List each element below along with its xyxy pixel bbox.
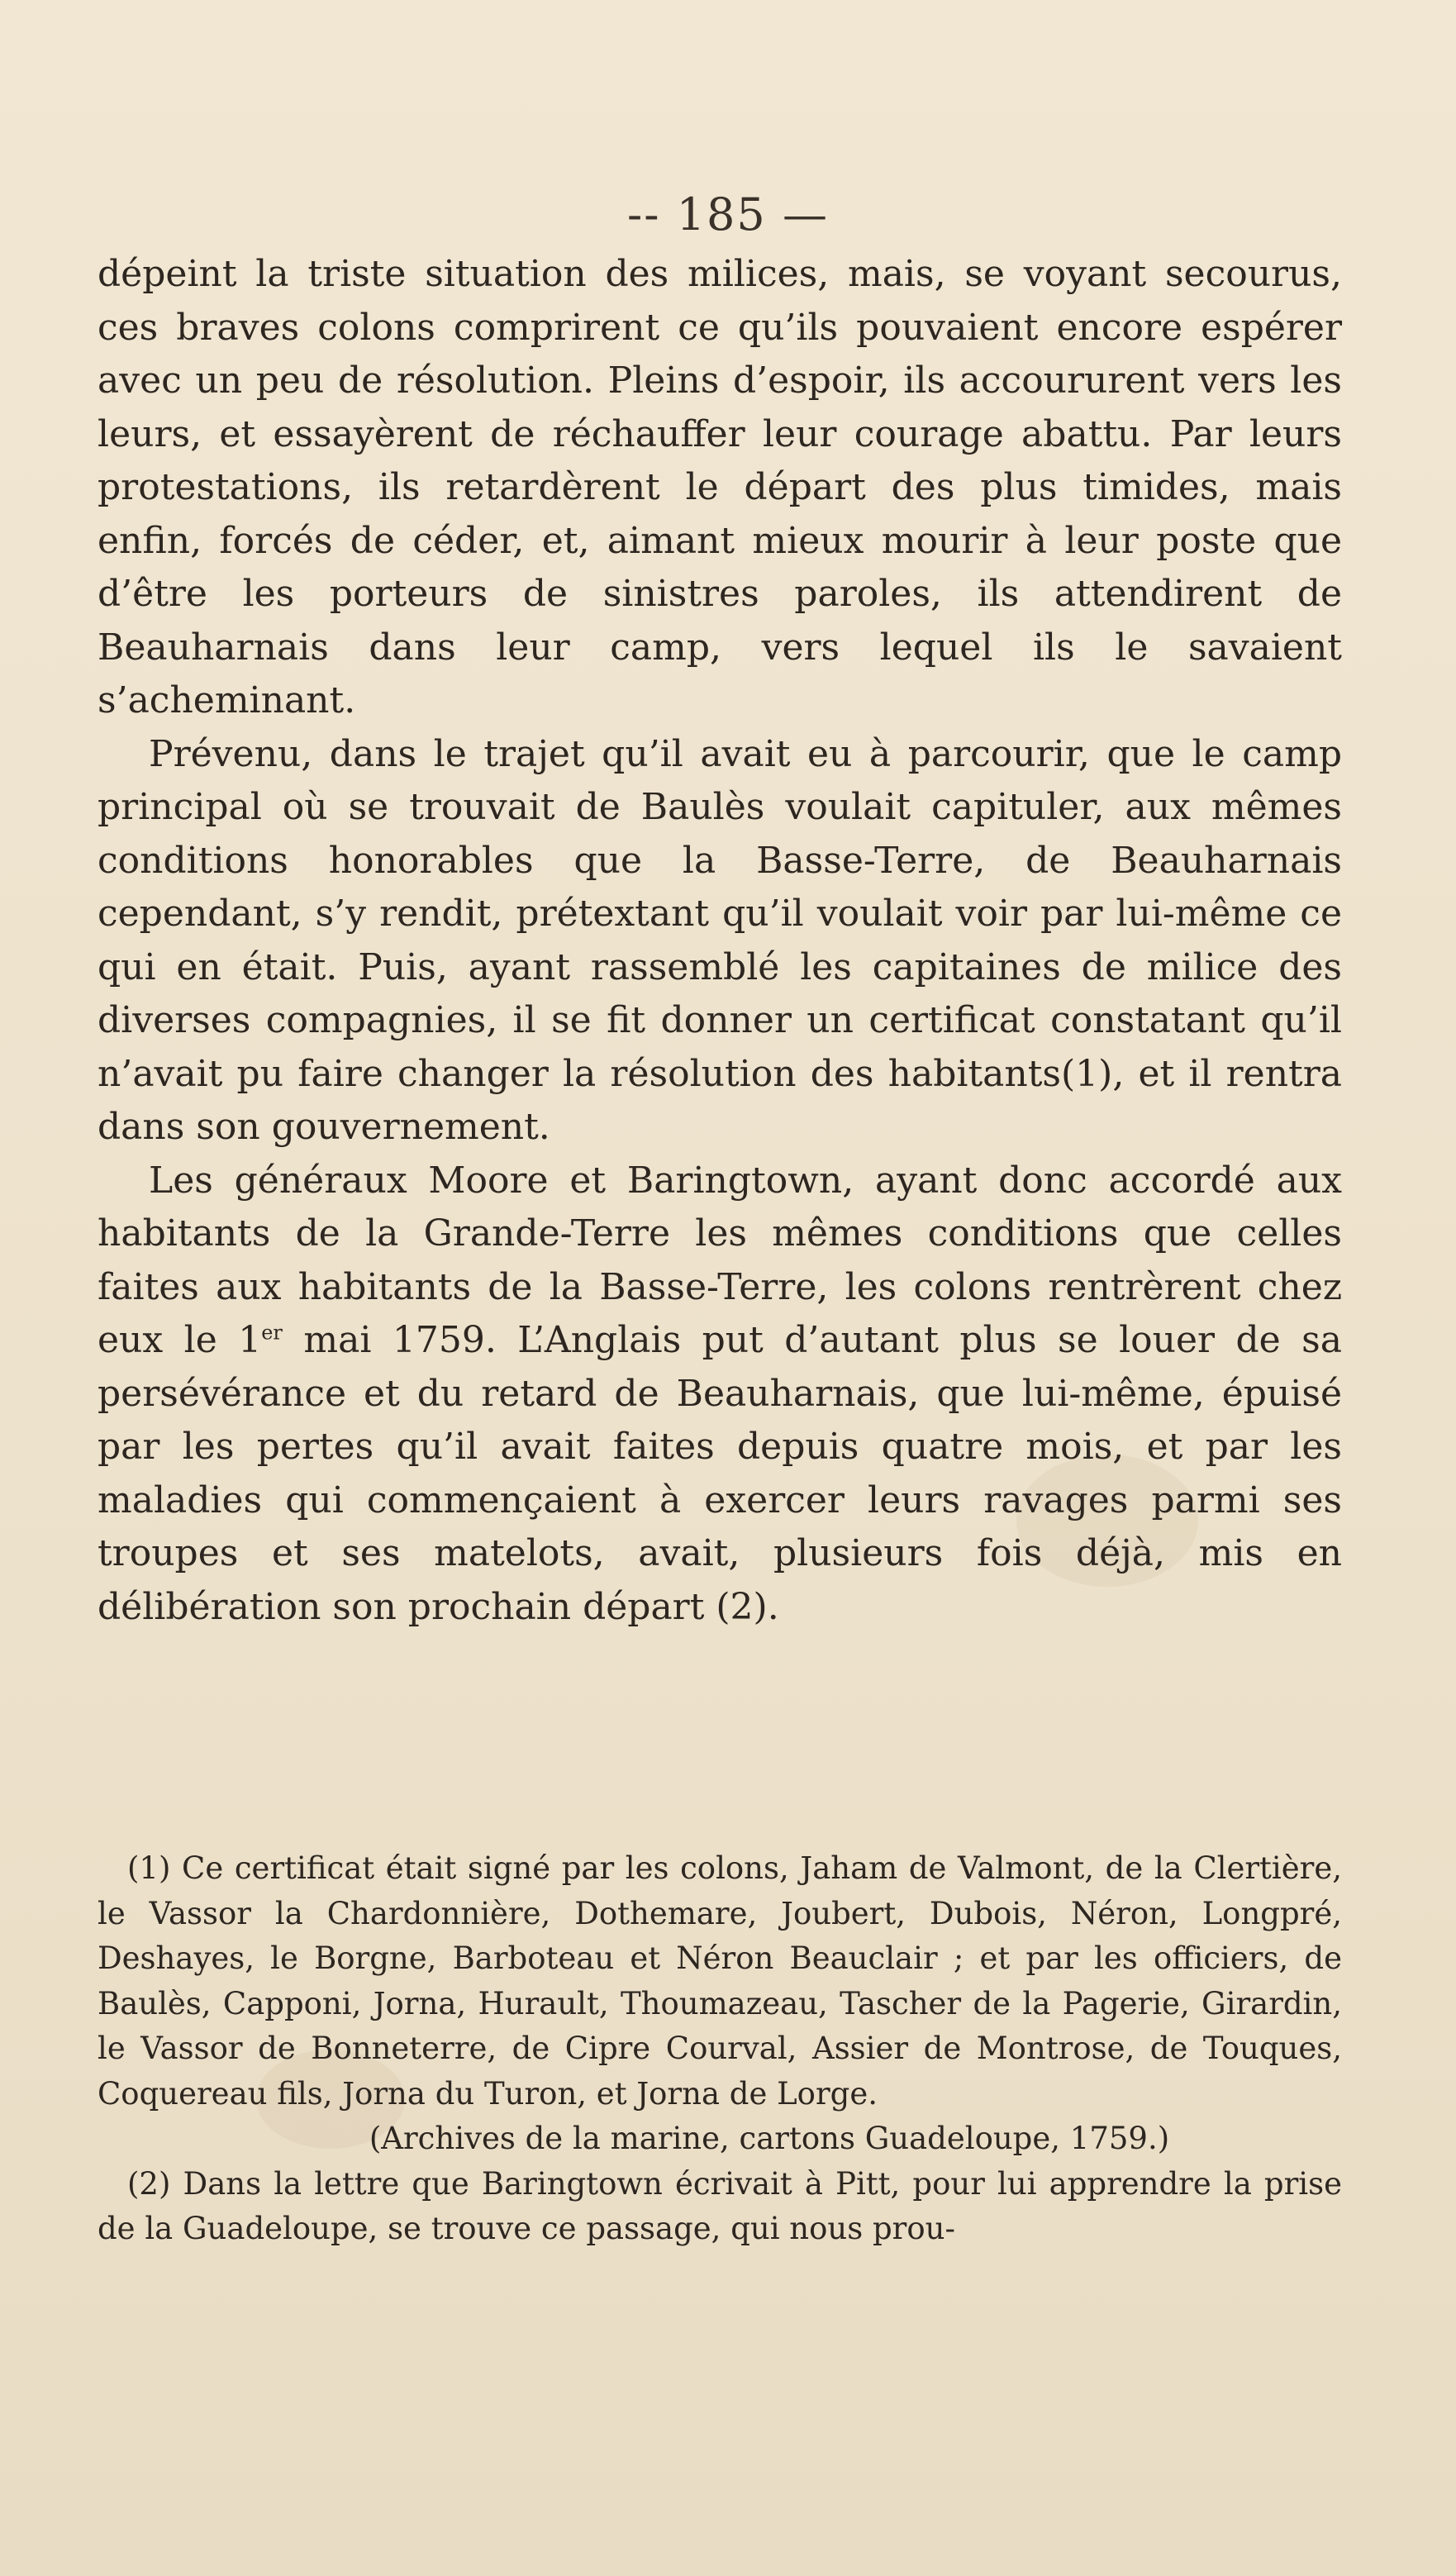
footnotes (98, 1846, 1342, 2252)
superscript-er: er (261, 1321, 283, 1345)
footnote-1-source: (Archives de la marine, cartons Guadeloupe, 1759.) (369, 2121, 1170, 2156)
paragraph-3-start: Les généraux Moore et Baringtown, ayant donc accordé aux habitants de la Grande-Terre les mêmes conditions que celles faites aux habitants de la Basse-Terre, les colons rentrèrent chez eux le 1 (98, 1159, 1342, 1361)
paragraph-1: dépeint la triste situation des milices, mais, se voyant secourus, ces braves colons comprirent ce qu’ils pouvaient encore espérer avec un peu de résolution. Pleins d’espoir, ils accoururent vers les leurs, et essayèrent de réchauffer leur courage abattu. Par leurs protestations, ils retardèrent le départ des plus timides, mais enfin, forcés de céder, et, aimant mieux mourir à leur poste que d’être les porteurs de sinistres paroles, ils attendirent de Beauharnais dans leur camp, vers lequel ils le savaient s’acheminant. (98, 253, 1342, 721)
footnote-1: (1) Ce certificat était signé par les colons, Jaham de Valmont, de la Clertière, le Vassor la Chardonnière, Dothemare, Joubert, Dubois, Néron, Longpré, Deshayes, le Borgne, Barboteau et Néron Beauclair ; et par les officiers, de Baulès, Capponi, Jorna, Hurault, Thoumazeau, Tascher de la Pagerie, Girardin, le Vassor de Bonneterre, de Cipre Courval, Assier de Montrose, de Touques, Coquereau fils, Jorna du Turon, et Jorna de Lorge. (98, 1850, 1342, 2112)
paragraph-2: Prévenu, dans le trajet qu’il avait eu à parcourir, que le camp principal où se trouvait de Baulès voulait capituler, aux mêmes conditions honorables que la Basse-Terre, de Beauharnais cependant, s’y rendit, prétextant qu’il voulait voir par lui-même ce qui en était. Puis, ayant rassemblé les capitaines de milice des diverses compagnies, il se fit donner un certificat constatant qu’il n’avait pu faire changer la résolution des habitants(1), et il rentra dans son gouvernement. (98, 732, 1342, 1148)
paragraph-3 (98, 1155, 1342, 1635)
paragraph-3-end: mai 1759. L’Anglais put d’autant plus se louer de sa persévérance et du retard de Beauharnais, que lui-même, épuisé par les pertes qu’il avait faites depuis quatre mois, et par les maladies qui commençaient à exercer leurs ravages parmi ses troupes et ses matelots, avait, plusieurs fois déjà, mis en délibération son prochain départ (2). (98, 1319, 1342, 1628)
footnote-2: (2) Dans la lettre que Baringtown écrivait à Pitt, pour lui apprendre la prise de la Guadeloupe, se trouve ce passage, qui nous prou- (98, 2165, 1342, 2246)
main-text (98, 248, 1342, 1634)
page-number: -- 185 — (627, 188, 829, 240)
